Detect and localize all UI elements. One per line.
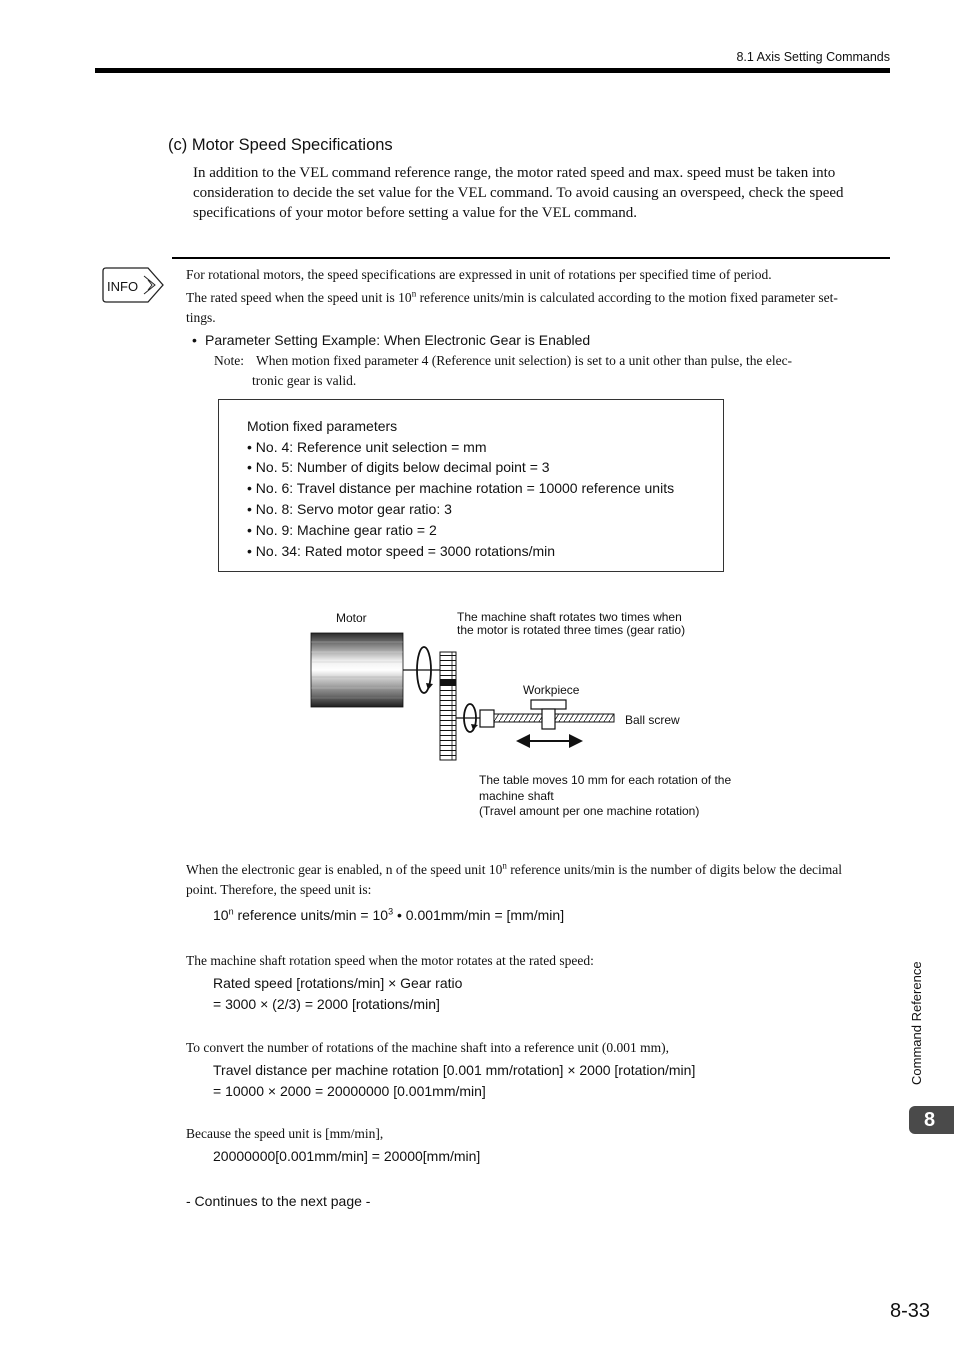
motor-label: Motor (336, 611, 367, 625)
formula-4: 20000000[0.001mm/min] = 20000[mm/min] (213, 1148, 481, 1164)
section-title: (c) Motor Speed Specifications (168, 136, 393, 154)
info-line-2 (186, 288, 890, 308)
calc-para-1-sup: n (502, 860, 507, 871)
info-line-2-pre: The rated speed when the speed unit is 10 (186, 290, 412, 305)
param-item: • No. 6: Travel distance per machine rotation = 10000 reference units (247, 480, 675, 496)
note-line-2: tronic gear is valid. (252, 373, 357, 388)
formula-2-line-2: = 3000 × (2/3) = 2000 [rotations/min] (213, 996, 440, 1012)
chapter-side-label: Command Reference (909, 961, 924, 1085)
header-rule (95, 68, 890, 73)
calc-para-2: The machine shaft rotation speed when the motor rotates at the rated speed: (186, 953, 594, 968)
calc-para-1 (186, 860, 890, 880)
travel-arrow-icon (516, 734, 583, 748)
motor (311, 633, 403, 707)
table-note-2: machine shaft (479, 789, 554, 803)
calc-para-1-pre: When the electronic gear is enabled, n of the speed unit 10 (186, 862, 503, 877)
motor-rotation-arrow-icon (403, 647, 440, 693)
calc-para-4: Because the speed unit is [mm/min], (186, 1126, 384, 1141)
continues-note: - Continues to the next page - (186, 1193, 371, 1209)
param-item: • No. 34: Rated motor speed = 3000 rotations/min (247, 543, 556, 559)
calc-para-1-post: reference units/min is the number of digits below the decimal (506, 862, 843, 877)
workpiece-label: Workpiece (523, 683, 580, 697)
machine-gear (440, 652, 456, 760)
formula-1-a: 10 (213, 907, 229, 923)
note-label: Note: (214, 353, 244, 368)
formula-speed-unit (213, 905, 564, 926)
formula-1-c: • 0.001mm/min = [mm/min] (393, 907, 565, 923)
page-number: 8-33 (889, 1300, 930, 1322)
note-line-1: When motion fixed parameter 4 (Reference unit selection) is set to a unit other than pulse, the elec- (256, 353, 793, 368)
ballscrew-label: Ball screw (625, 713, 680, 727)
formula-2-line-1: Rated speed [rotations/min] × Gear ratio (213, 975, 463, 991)
info-line-2-cont: tings. (186, 310, 216, 325)
formula-3-line-1: Travel distance per machine rotation [0.001 mm/rotation] × 2000 [rotation/min] (213, 1062, 696, 1078)
chapter-tab: 8 (909, 1106, 954, 1134)
param-item: • No. 4: Reference unit selection = mm (247, 439, 487, 455)
formula-1-sup2: 3 (388, 906, 394, 917)
param-box-title: Motion fixed parameters (247, 418, 398, 434)
info-line-2-sup: n (411, 288, 417, 299)
coupling (480, 710, 494, 727)
formula-1-b: reference units/min = 10 (233, 907, 389, 923)
bullet-text: Parameter Setting Example: When Electronic Gear is Enabled (205, 332, 591, 348)
info-icon-label: INFO (107, 279, 139, 294)
calc-para-1-cont: point. Therefore, the speed unit is: (186, 882, 372, 897)
info-line-1: For rotational motors, the speed specifications are expressed in unit of rotations per specified time of period. (186, 267, 772, 282)
formula-1-sup1: n (228, 906, 234, 917)
param-item: • No. 9: Machine gear ratio = 2 (247, 522, 437, 538)
info-icon (100, 266, 166, 306)
formula-3-line-2: = 10000 × 2000 = 20000000 [0.001mm/min] (213, 1083, 486, 1099)
intro-paragraph: In addition to the VEL command reference range, the motor rated speed and max. speed must be taken into consideration to decide the set value for the VEL command. To avoid causing an overspeed, check the speed specifications of your motor before setting a value for the VEL command. (193, 165, 844, 221)
parameter-box (218, 399, 724, 572)
param-item: • No. 8: Servo motor gear ratio: 3 (247, 501, 452, 517)
shaft-note-2: the motor is rotated three times (gear ratio) (457, 623, 686, 637)
calc-para-3: To convert the number of rotations of the machine shaft into a reference unit (0.001 mm), (186, 1040, 670, 1055)
bullet-dot: • (192, 332, 197, 348)
shaft-rotation-arrow-icon (456, 704, 480, 732)
info-rule (172, 257, 890, 259)
shaft-note-1: The machine shaft rotates two times when (457, 610, 682, 624)
table-note-3: (Travel amount per one machine rotation) (479, 804, 700, 818)
running-header: 8.1 Axis Setting Commands (736, 50, 890, 64)
param-item: • No. 5: Number of digits below decimal point = 3 (247, 459, 550, 475)
info-line-2-post: reference units/min is calculated according to the motion fixed parameter set- (416, 290, 838, 305)
table-note-1: The table moves 10 mm for each rotation of the (479, 773, 732, 787)
